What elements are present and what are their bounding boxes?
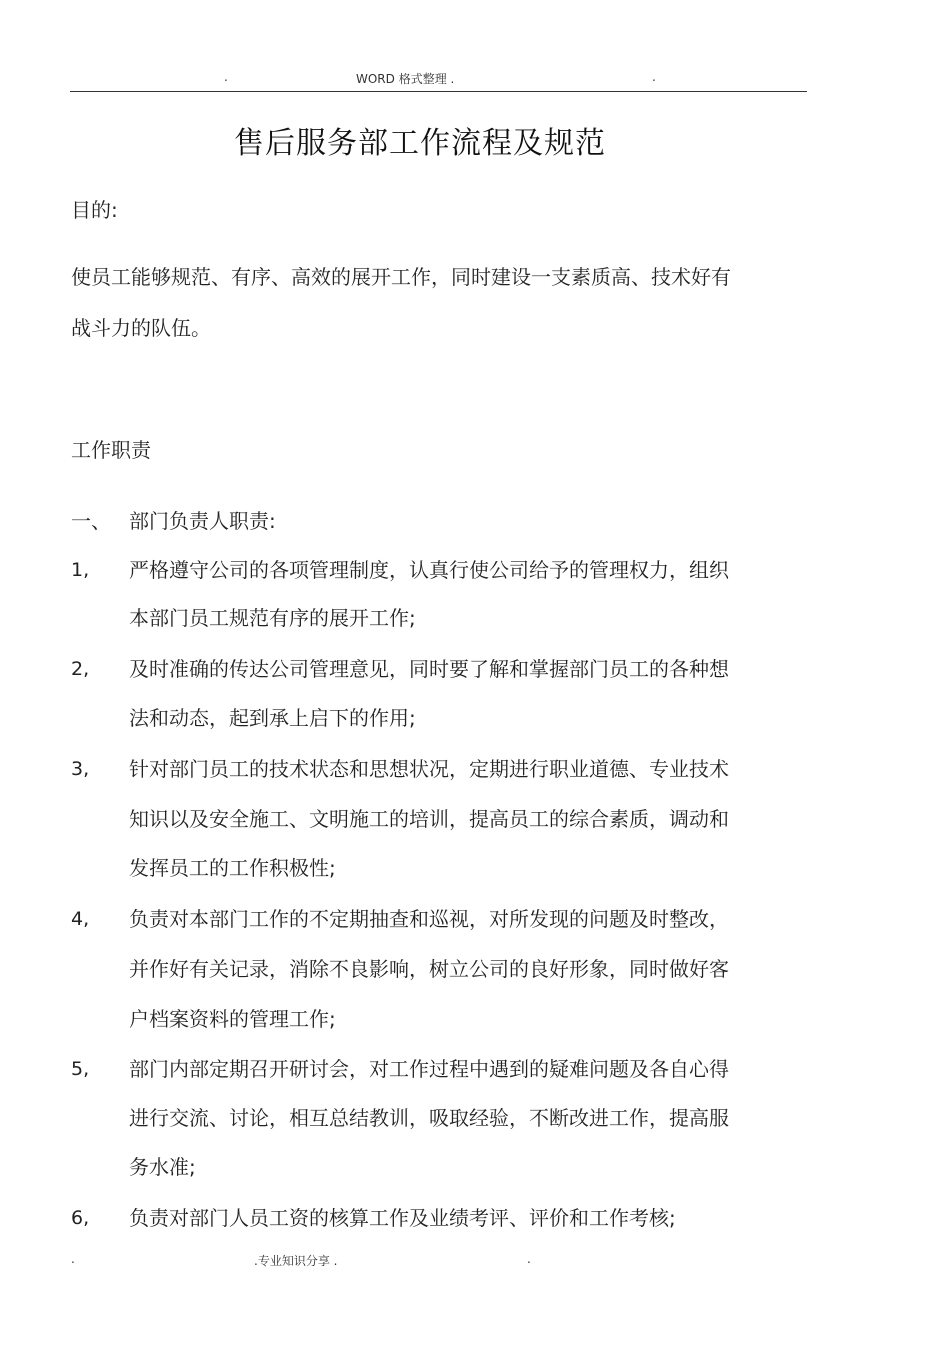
item-number: 3, [71,758,90,780]
purpose-heading: 目的: [71,198,118,222]
item-number: 5, [71,1058,90,1080]
item-line: 本部门员工规范有序的展开工作; [129,606,416,630]
item-number: 4, [71,908,90,930]
item-line: 并作好有关记录，消除不良影响，树立公司的良好形象，同时做好客 [129,957,729,981]
item-line: 法和动态，起到承上启下的作用; [129,706,416,730]
purpose-line-2: 战斗力的队伍。 [71,316,211,340]
footer-text: .专业知识分享 . [254,1254,338,1268]
item-line: 务水准; [129,1155,196,1179]
document-title: 售后服务部工作流程及规范 [234,126,606,161]
page-footer [0,1252,950,1266]
page-header [0,70,950,84]
footer-dot-left: . [71,1252,75,1266]
header-rule [70,91,807,92]
purpose-line-1: 使员工能够规范、有序、高效的展开工作，同时建设一支素质高、技术好有 [71,265,731,289]
item-line: 负责对本部门工作的不定期抽查和巡视，对所发现的问题及时整改， [129,907,729,931]
item-line: 及时准确的传达公司管理意见，同时要了解和掌握部门员工的各种想 [129,657,729,681]
item-line: 严格遵守公司的各项管理制度，认真行使公司给予的管理权力，组织 [129,558,729,582]
section-one-label: 部门负责人职责: [129,509,276,533]
item-line: 户档案资料的管理工作; [129,1007,336,1031]
item-line: 进行交流、讨论，相互总结教训，吸取经验，不断改进工作，提高服 [129,1106,729,1130]
item-number: 6, [71,1207,90,1229]
item-line: 针对部门员工的技术状态和思想状况，定期进行职业道德、专业技术 [129,757,729,781]
footer-dot-right: . [527,1252,531,1266]
header-text: WORD 格式整理 . [356,72,455,86]
item-number: 1, [71,559,90,581]
header-dot-left: . [224,70,228,84]
item-line: 发挥员工的工作积极性; [129,856,336,880]
item-number: 2, [71,658,90,680]
item-line: 部门内部定期召开研讨会，对工作过程中遇到的疑难问题及各自心得 [129,1057,729,1081]
section-one-marker: 一、 [71,509,111,533]
duties-heading: 工作职责 [71,438,151,462]
item-line: 知识以及安全施工、文明施工的培训，提高员工的综合素质，调动和 [129,807,729,831]
header-dot-right: . [652,70,656,84]
item-line: 负责对部门人员工资的核算工作及业绩考评、评价和工作考核; [129,1206,676,1230]
